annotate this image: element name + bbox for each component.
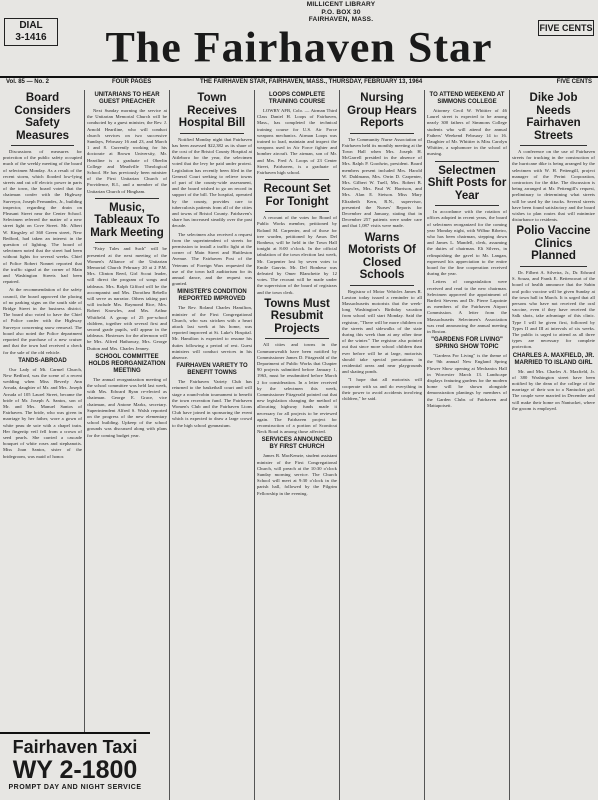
column-rule	[509, 90, 510, 800]
article-body: At the recommendation of the safety council, the board approved the placing of no parking signs on the south side of Bridge Street in the business district. The board also voted to have the Chief of Police confer with the Highway Surveyor concerning snow removal. The board also noted the Police department reported the purchase of a new cruiser and that the town had received a check for the sale of the old vehicle.	[3, 287, 82, 355]
library-line: MILLICENT LIBRARY	[306, 1, 376, 8]
article-body: "I hope that all motorists will cooperate with us and do everything in their power to avoid accidents involving children," he said.	[342, 377, 422, 401]
deck-headline: TO ATTEND WEEKEND AT SIMMONS COLLEGE	[429, 92, 505, 105]
headline: Selectmen Shift Posts for Year	[427, 164, 507, 202]
article-body: Notified Monday night that Fairhaven has been assessed $22,382 as its share of the cost of the Bristol County Hospital at Attleboro for the year, the selectmen voted that the levy be paid under protest. Legislation has recently been filed in the General Court seeking to relieve towns of part of the county-wide assessment, and the board wished to go on record in support of the bill. The hospital, operated by the county, provides care to tuberculosis patients from all of the cities and towns of Bristol County. Fairhaven's share has increased steadily over the past decade.	[172, 136, 252, 229]
column-7	[512, 90, 595, 800]
article-body: "Fairy Tales and Such" will be presented at the next meeting of the Women's Alliance of the Unitarian Memorial Church February 20 at 2 P.M. Mrs. Clinton Reed, Girl Scout leader, will direct the program of songs and tableaux. Mrs. Ralph Gifford will be the accompanist and Mrs. Dorothea Rebello will serve as narrator. Others taking part will include Mrs. Raymond Rice, Mrs. Robert Knowles, and Mrs. Arthur Whitfield. A group of 25 pre-school children, together with several first and second grade pupils, will appear in the tableaux. Hostesses for the afternoon will be Mrs. Alfred Hathaway, Mrs. George Dutton and Mrs. Charles Jenney.	[87, 246, 167, 351]
article-body: The selectmen also received a request from the superintendent of streets for permission to install a traffic light at the corner of Main Street and Huttleston Avenue. The Fairhaven Post of the Veterans of Foreign Wars requested the use of the town hall auditorium for its annual dance, and the request was granted.	[172, 231, 252, 287]
divider	[11, 145, 74, 146]
article-body: The Rev. Roland Charles Hamilton, minister of the First Congregational Church, who was stricken with a heart attack last week at his home, was reported improved at St. Luke's Hospital. Mr. Hamilton is expected to resume his duties following a period of rest. Guest ministers will conduct services in his absence.	[172, 305, 252, 360]
divider	[520, 145, 587, 146]
library-line: FAIRHAVEN, MASS.	[308, 16, 374, 23]
article-body: In accordance with the rotation of offices adopted in recent years, the board of selectmen reorganized for the coming year Monday night, with Wilbur Ribeiro, who has been chairman, stepping down and James L. Mandell, clerk, assuming the duties of chairman. Eli Silvers, in relinquishing the gavel to Mr. Langan, expressed his appreciation to the entire board for the fine cooperation received during the year.	[427, 209, 507, 277]
column-rule	[339, 90, 340, 800]
article-body: The Community Nurse Association of Fairhaven held its monthly meeting at the Town Hall when Mrs. Joseph H. McGarrell presided in the absence of Mrs. Ralph P. Goodwin, president. Board members present included Mrs. Harold W. Dahlmann, Mrs. Orrin D. Carpenter, Mrs. Gilbert W. Tuell, Mrs. Robert B. Knowles, Mrs. Paul W. Harrison, and Mrs. Alan E. Stetson. Miss Mary Elizabeth Kern, R.N., supervisor, presented the Nurses' Reports for December and January, stating that in December 257 patients were under care and that 1,087 visits were made.	[342, 136, 422, 229]
divider	[265, 211, 329, 212]
deck-headline: TANDS-ABROAD	[18, 357, 67, 364]
article-body: Mr. and Mrs. Charles A. Maxfield, Jr. of 380 Washington street have been notified by the dean of the college of the marriage of their son to a Nantucket girl. The couple were married in December and will make their home on Nantucket, where the groom is employed.	[512, 368, 595, 411]
library-stamp	[276, 1, 406, 24]
article-body: A recount of the votes for Board of Public Works member, petitioned by Roland M. Carpenter, and of those for tree warden, petitioned by Amos Del Bonheur, will be held in the Town Hall tonight at 8:00 o'clock. In the official tabulation of the town election last week, Mr. Carpenter lost by seven votes to Emile Gauvin. Mr. Del Bonheur was defeated by Omer Blanchette by 12 votes. The recount will be made under the supervision of the board of registrars and the town clerk.	[257, 215, 337, 295]
dateline-bar	[0, 76, 598, 85]
headline: Towns Must Resubmit Projects	[264, 297, 330, 335]
taxi-name: Fairhaven Taxi	[12, 737, 138, 757]
column-rule	[424, 90, 425, 800]
article-body: Discussions of measures for protection of the public safety occupied much of the weekly meeting of the board of selectmen Monday. As a result of the recent storm, which flooded low-lying streets and cut off electric power in parts of the town, the board voted that the chairman confer with the Highway Surveyor, Joseph Fernandes, Jr., building inspector, regarding the drain on Pleasant Street near the Center School. Selectmen referred the matter of a new street light on Cove Street. Mr. Albert W. Kingsley of 360 Green street, New Bedford, had taken an interest in the question of lighting. The board of selectmen noted that the street had been without lights for several weeks. Chief of Police Robert Nonnet reported that the traffic signal at the corner of Main and Washington Streets had been repaired.	[3, 149, 82, 285]
article-body: A conference on the use of Fairhaven streets for trucking in the construction of the hurricane dike is being arranged by the selectmen with W. H. Pettengill, project manager of the Perini Corporation, contractors for the dike. The discussion is being arranged at Mr. Pettengill's request, preliminary to determining what streets will be used by the trucks. Several streets have been found satisfactory and the board wishes to plan routes that will minimize disturbance to residents.	[512, 149, 595, 223]
column-4	[257, 90, 337, 800]
divider	[520, 266, 587, 267]
deck-headline: SCHOOL COMMITTEE HOLDS REORGANIZATION MEETING	[88, 353, 166, 374]
taxi-advertisement	[0, 732, 150, 800]
price-box: FIVE CENTS	[538, 20, 594, 36]
column-2	[87, 90, 167, 800]
article-body: The Fairhaven Variety Club has returned to the basketball court and will stage a round-robin tournament to benefit the town recreation fund. The Fairhaven Women's Club and the Fairhaven Lions Club have joined in sponsoring the event which is expected to draw a large crowd to the high school gymnasium.	[172, 379, 252, 428]
column-rule	[169, 90, 170, 800]
divider	[95, 198, 159, 199]
article-body: LOWRY AFB, Colo. — Airman Third Class Daniel H. Loops of Fairhaven, Mass., has completed the technical training course for U.S. Air Force weapons mechanics. Airman Loops was trained to load, maintain and inspect the weapons used in Air Force fighter and bomber aircraft. The airman, son of Mr. and Mrs. Fred A. Loops of 23 Center Street, Fairhaven, is a graduate of Fairhaven high school.	[257, 108, 337, 176]
headline: Dike Job Needs Fairhaven Streets	[526, 92, 581, 142]
headline: Polio Vaccine Clinics Planned	[516, 225, 591, 263]
headline: Board Considers Safety Measures	[14, 92, 71, 142]
deck-headline: LOOPS COMPLETE TRAINING COURSE	[268, 92, 326, 105]
article-body: Dr. Filbert A. Silveira, Jr., Dr. Edward S. Souza, and Frank E. Bettencourt of the board of health announce that the Sabin oral polio vaccine will be given Sunday at the town hall in March. It is urged that all persons who have not received the oral vaccine, even if they have received the Salk shots, take advantage of this clinic. Type I will be given first, followed by Types II and III at intervals of six weeks. The public is urged to attend as all three types are necessary for complete protection.	[512, 269, 595, 350]
column-rule	[84, 90, 85, 800]
column-3	[172, 90, 252, 800]
divider	[435, 205, 499, 206]
deck-headline: FAIRHAVEN VARIETY TO BENEFIT TOWNS	[176, 363, 248, 377]
article-body: Attorney Cecil W. Whittier of 46 Laurel street is expected to be among nearly 300 fathers of Simmons College students who will attend the annual Fathers' Weekend February 14 to 16. Daughter of Mr. Whittier is Miss Carolyn Whittier, a sophomore in the school of nursing.	[427, 108, 507, 157]
phone-dial-box	[4, 18, 58, 46]
deck-headline: MINISTER'S CONDITION REPORTED IMPROVED	[177, 289, 247, 303]
dateline-text: THE FAIRHAVEN STAR, FAIRHAVEN, MASS., THURSDAY, FEBRUARY 13, 1964	[200, 79, 423, 85]
divider	[180, 133, 244, 134]
deck-headline: SERVICES ANNOUNCED BY FIRST CHURCH	[261, 437, 333, 451]
article-body: Next Sunday morning the service at the Unitarian Memorial Church will be conducted by a guest minister, the Rev. J. Arnold Heartline, who will conduct church services on two successive Sundays, February 16 and 23, and March 1 and 8. Currently working for his doctorate at Brown University, Mr. Heartline is a graduate of Oberlin College and Meadville Theological School. He has previously been minister of the First Unitarian Church of Providence, R.I., and a member of the Unitarian Church of Hingham.	[87, 108, 167, 194]
divider	[350, 133, 414, 134]
headline: Music, Tableaux To Mark Meeting	[90, 201, 164, 239]
taxi-tagline: PROMPT DAY AND NIGHT SERVICE	[8, 784, 142, 791]
price-label: FIVE CENTS	[556, 79, 592, 85]
dial-number: 3-1416	[15, 32, 47, 43]
masthead-title: The Fairhaven Star	[105, 23, 493, 72]
article-body: James B. MacKenzie, student assistant minister of the First Congregational Church, will preach at the 10:30 o'clock Sunday morning service. The Church School will meet at 9:30 o'clock in the parish hall, followed by the Pilgrim Fellowship in the evening.	[257, 453, 337, 496]
divider	[265, 179, 329, 180]
volume-number: Vol. 85 — No. 2	[6, 79, 49, 85]
divider	[95, 242, 159, 243]
article-body: All cities and towns in the Commonwealth have been notified by Commissioner James D. Fitzgerald of the Department of Public Works that Chapter 90 projects submitted before January 1, 1963, must be resubmitted before March 2 for consideration. In a letter received by the selectmen this week, Commissioner Fitzgerald pointed out that new legislation changing the method of allocating highway funds made it necessary for all projects to be reviewed again. The Fairhaven project for reconstruction of a portion of Sconticut Neck Road is among those affected.	[257, 342, 337, 435]
divider	[265, 338, 329, 339]
page-count: FOUR PAGES	[112, 79, 152, 85]
library-line: P.O. BOX 30	[321, 8, 361, 16]
headline: Recount Set For Tonight	[263, 183, 331, 208]
divider	[435, 161, 499, 162]
deck-headline: "GARDENS FOR LIVING" SPRING SHOW TOPIC	[431, 337, 503, 351]
column-6	[427, 90, 507, 800]
headline: Nursing Group Hears Reports	[347, 92, 417, 129]
deck-headline: UNITARIANS TO HEAR GUEST PREACHER	[94, 92, 160, 105]
column-rule	[254, 90, 255, 800]
article-body: Registrar of Motor Vehicles James R. Lawton today issued a reminder to all Massachusetts motorists that the week-long Washington's Birthday vacation from school will start Monday. Said the registrar, "There will be more children on the streets and sidewalks of the state during this week than at any other time of the winter." The registrar also pointed out that since more school children than ever before will be at large, motorists should take special precautions in residential areas and near playgrounds and skating ponds.	[342, 288, 422, 375]
taxi-phone: WY 2-1800	[12, 756, 138, 784]
headline: Town Receives Hospital Bill	[178, 92, 246, 129]
dial-label: DIAL	[19, 20, 43, 31]
deck-headline: CHARLES A. MAXFIELD, JR. MARRIED TO ISLAND GIRL	[512, 352, 595, 366]
article-body: Letters of congratulation were received and read to the new chairman. Selectmen approved the appointment of Bartlett Stevens and Dr. Pierre Lapointe as members of the Fairhaven Airport Commission. A letter from the Massachusetts Selectmen's Association was read announcing the annual meeting in Boston.	[427, 279, 507, 334]
column-5	[342, 90, 422, 800]
divider	[350, 285, 414, 286]
article-body: "Gardens For Living" is the theme of the 9th annual New England Spring Flower Show opening at Mechanics Hall in Worcester March 13. Landscape displays featuring gardens for the modern home will be shown alongside demonstration plantings by members of the Garden Clubs of Fairhaven and Mattapoisett.	[427, 353, 507, 408]
article-body: The annual reorganization meeting of the school committee was held last week, with Mrs. Edward Ryan re-elected as chairman. George E. Grace, vice chairman, and Antone Marks, secretary. Superintendent Alfred S. Walsh reported on the progress of the new elementary school building. Upkeep of the school grounds was discussed along with plans for the coming budget year.	[87, 376, 167, 438]
column-1	[3, 90, 82, 800]
article-body: Our Lady of Mt. Carmel Church, New Bedford, was the scene of a recent wedding when Miss Beverly Ann Arruda, daughter of Mr. and Mrs. Joseph Arruda of 105 Laurel Street, became the bride of Mr. Joseph A. Santos, son of Mr. and Mrs. Manuel Santos of Fairhaven. The bride, who was given in marriage by her father, wore a gown of white peau de soie with a chapel train. Her fingertip veil fell from a crown of seed pearls. She carried a cascade bouquet of white roses and stephanotis. Miss Joan Santos, sister of the bridegroom, was maid of honor.	[3, 366, 82, 459]
headline: Warns Motorists Of Closed Schools	[348, 231, 416, 282]
